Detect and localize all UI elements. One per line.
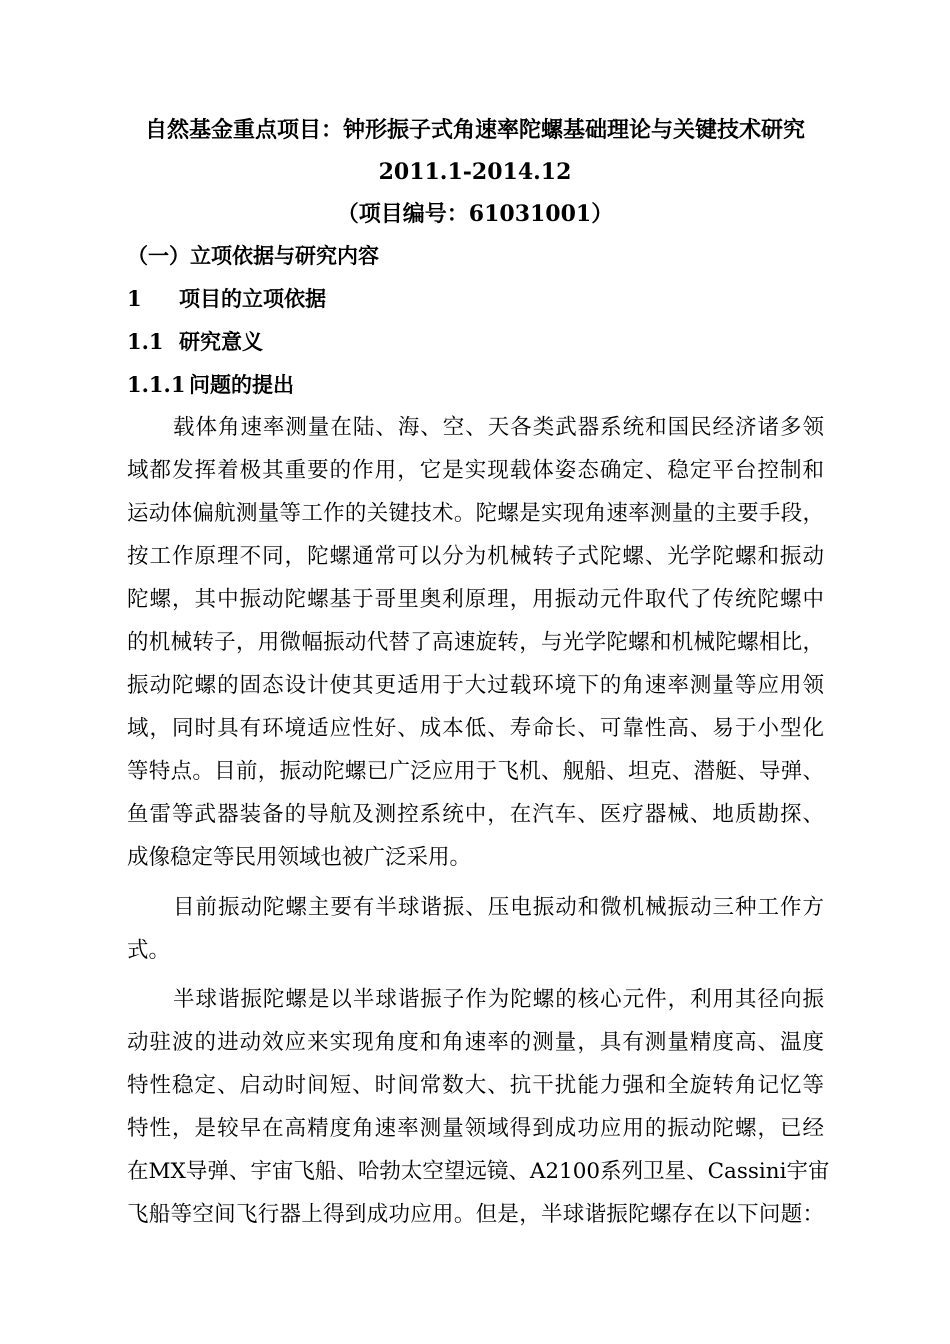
- paragraph-line: 目前振动陀螺主要有半球谐振、压电振动和微机械振动三种工作方: [173, 895, 824, 920]
- project-period: 2011.1-2014.12: [378, 159, 572, 185]
- section-number: 1.1: [127, 329, 164, 354]
- paragraph-line: 等特点。目前，振动陀螺已广泛应用于飞机、舰船、坦克、潜艇、导弹、: [127, 759, 824, 784]
- section-title: 问题的提出: [189, 372, 294, 397]
- section-title: 研究意义: [179, 329, 263, 354]
- section-heading-1-1: [127, 327, 263, 357]
- paragraph-line: 载体角速率测量在陆、海、空、天各类武器系统和国民经济诸多领: [173, 415, 824, 440]
- paragraph-line: 的机械转子，用微幅振动代替了高速旋转，与光学陀螺和机械陀螺相比，: [127, 630, 824, 655]
- paragraph-line: 特性稳定、启动时间短、时间常数大、抗干扰能力强和全旋转角记忆等: [127, 1073, 824, 1098]
- paragraph-line: 域都发挥着极其重要的作用，它是实现载体姿态确定、稳定平台控制和: [127, 458, 824, 483]
- paragraph-line: 域，同时具有环境适应性好、成本低、寿命长、可靠性高、易于小型化: [127, 716, 824, 741]
- paragraph-line: 式。: [127, 938, 171, 963]
- paragraph-line: 在MX导弹、宇宙飞船、哈勃太空望远镜、A2100系列卫星、Cassini宇宙: [127, 1159, 830, 1184]
- part-heading: （一）立项依据与研究内容: [127, 243, 379, 268]
- section-heading-1-1-1: [127, 370, 294, 400]
- paragraph-line: 振动陀螺的固态设计使其更适用于大过载环境下的角速率测量等应用领: [127, 673, 824, 698]
- project-number: （项目编号：61031001）: [336, 201, 614, 227]
- paragraph-line: 动驻波的进动效应来实现角度和角速率的测量，具有测量精度高、温度: [127, 1030, 824, 1055]
- paragraph-line: 陀螺，其中振动陀螺基于哥里奥利原理，用振动元件取代了传统陀螺中: [127, 587, 824, 612]
- paragraph-line: 半球谐振陀螺是以半球谐振子作为陀螺的核心元件，利用其径向振: [173, 987, 824, 1012]
- document-title: 自然基金重点项目：钟形振子式角速率陀螺基础理论与关键技术研究: [144, 117, 805, 143]
- section-title: 项目的立项依据: [179, 286, 326, 311]
- section-number: 1.1.1: [127, 372, 186, 397]
- paragraph-line: 运动体偏航测量等工作的关键技术。陀螺是实现角速率测量的主要手段，: [127, 501, 824, 526]
- paragraph-line: 特性，是较早在高精度角速率测量领域得到成功应用的振动陀螺，已经: [127, 1116, 824, 1141]
- paragraph-line: 按工作原理不同，陀螺通常可以分为机械转子式陀螺、光学陀螺和振动: [127, 544, 824, 569]
- section-number: 1: [127, 286, 142, 311]
- section-heading-1: [127, 284, 326, 314]
- paragraph-line: 飞船等空间飞行器上得到成功应用。但是，半球谐振陀螺存在以下问题：: [127, 1202, 824, 1227]
- paragraph-line: 成像稳定等民用领域也被广泛采用。: [127, 845, 472, 870]
- paragraph-line: 鱼雷等武器装备的导航及测控系统中，在汽车、医疗器械、地质勘探、: [127, 802, 824, 827]
